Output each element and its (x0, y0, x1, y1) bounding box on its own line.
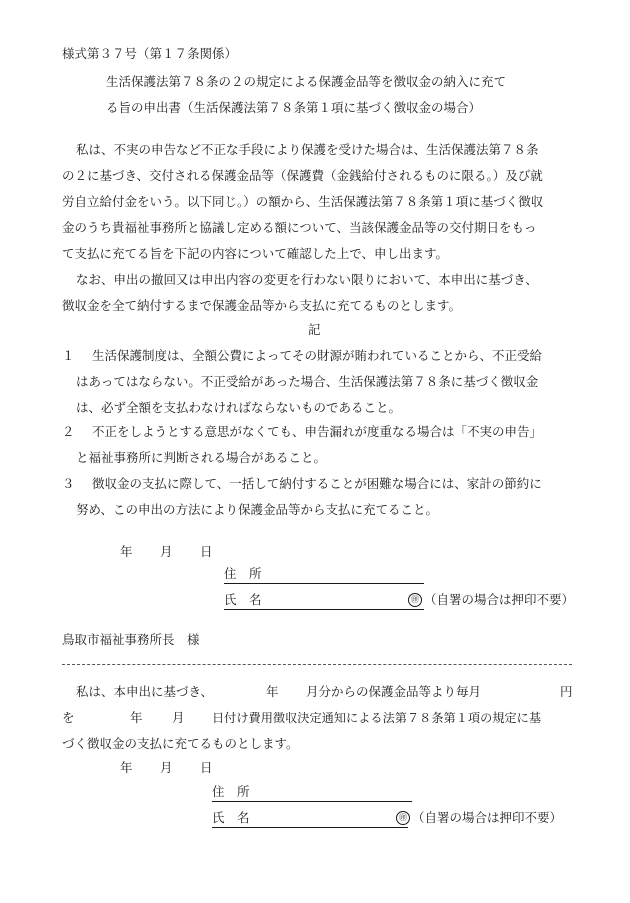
form-number: 様式第３７号（第１７条関係） (62, 46, 238, 61)
lower-line-1-b: 月分からの保護金品等より毎月 (306, 684, 482, 699)
sign2-day: 日 (200, 760, 213, 775)
paragraph-1-line-4: 金のうち貴福祉事務所と協議し定める額について、当該保護金品等の交付期日をもっ (62, 220, 537, 235)
lower-line-1-a: 私は、本申出に基づき、 (76, 684, 214, 699)
sign1-month: 月 (160, 544, 173, 559)
paragraph-2-line-1: なお、申出の撤回又は申出内容の変更を行わない限りにおいて、本申出に基づき、 (76, 272, 538, 287)
item-2-number: ２ (62, 424, 75, 439)
sign2-month: 月 (160, 760, 173, 775)
lower-line-2-month: 月 (172, 710, 185, 725)
sign2-seal-note: （自署の場合は押印不要） (412, 810, 563, 825)
title-line-1: 生活保護法第７８条の２の規定による保護金品等を徴収金の納入に充て (106, 74, 507, 89)
lower-line-2-year: 年 (130, 710, 143, 725)
addressee: 鳥取市福祉事務所長 様 (62, 632, 200, 647)
sign2-address-field[interactable] (212, 801, 412, 802)
sign1-address-field[interactable] (224, 583, 424, 584)
sign2-year: 年 (120, 760, 133, 775)
sign2-name-field[interactable] (212, 827, 408, 828)
sign1-name-field[interactable] (224, 609, 424, 610)
sign2-name-label: 氏 名 (212, 810, 250, 825)
sign1-seal-mark: ㊞ (408, 593, 422, 607)
sign1-address-label: 住 所 (224, 566, 262, 581)
item-1-line-2: はあってはならない。不正受給があった場合、生活保護法第７８条に基づく徴収金 (76, 374, 539, 389)
sign2-address-label: 住 所 (212, 784, 250, 799)
lower-line-2-wo: を (62, 710, 75, 725)
sign1-day: 日 (200, 544, 213, 559)
lower-line-1-year: 年 (266, 684, 279, 699)
cut-line (62, 664, 572, 665)
lower-line-2-c: 日付け費用徴収決定通知による法第７８条第１項の規定に基 (212, 711, 542, 725)
paragraph-1-line-5: て支払に充てる旨を下記の内容について確認した上で、申し出ます。 (62, 246, 449, 261)
item-1-line-1: 生活保護制度は、全額公費によってその財源が賄われていることから、不正受給 (92, 348, 543, 363)
item-1-line-3: は、必ず全額を支払わなければならないものであること。 (76, 400, 402, 415)
item-1-number: １ (62, 348, 75, 363)
item-2-line-1: 不正をしようとする意思がなくても、申告漏れが度重なる場合は「不実の申告」 (92, 424, 543, 439)
paragraph-1-line-2: の２に基づき、交付される保護金品等（保護費（金銭給付されるものに限る。）及び就 (62, 168, 543, 183)
lower-line-1-yen: 円 (560, 684, 573, 699)
sign2-seal-mark: ㊞ (396, 811, 410, 825)
item-3-line-1: 徴収金の支払に際して、一括して納付することが困難な場合には、家計の節約に (92, 476, 542, 491)
title-line-2: る旨の申出書（生活保護法第７８条第１項に基づく徴収金の場合） (106, 100, 482, 115)
sign1-seal-note: （自署の場合は押印不要） (424, 592, 575, 607)
item-2-line-2: と福祉事務所に判断される場合があること。 (76, 450, 327, 465)
paragraph-1-line-1: 私は、不実の申告など不正な手段により保護を受けた場合は、生活保護法第７８条 (76, 142, 539, 157)
sign1-year: 年 (120, 544, 133, 559)
paragraph-1-line-3: 労自立給付金をいう。以下同じ。）の額から、生活保護法第７８条第１項に基づく徴収 (62, 194, 544, 209)
sign1-name-label: 氏 名 (224, 592, 262, 607)
item-3-number: ３ (62, 476, 75, 491)
lower-line-3: づく徴収金の支払に充てるものとします。 (62, 736, 299, 751)
item-3-line-2: 努め、この申出の方法により保護金品等から支払に充てること。 (76, 502, 439, 517)
ki-heading: 記 (308, 322, 321, 337)
paragraph-2-line-2: 徴収金を全て納付するまで保護金品等から支払に充てるものとします。 (62, 298, 462, 313)
